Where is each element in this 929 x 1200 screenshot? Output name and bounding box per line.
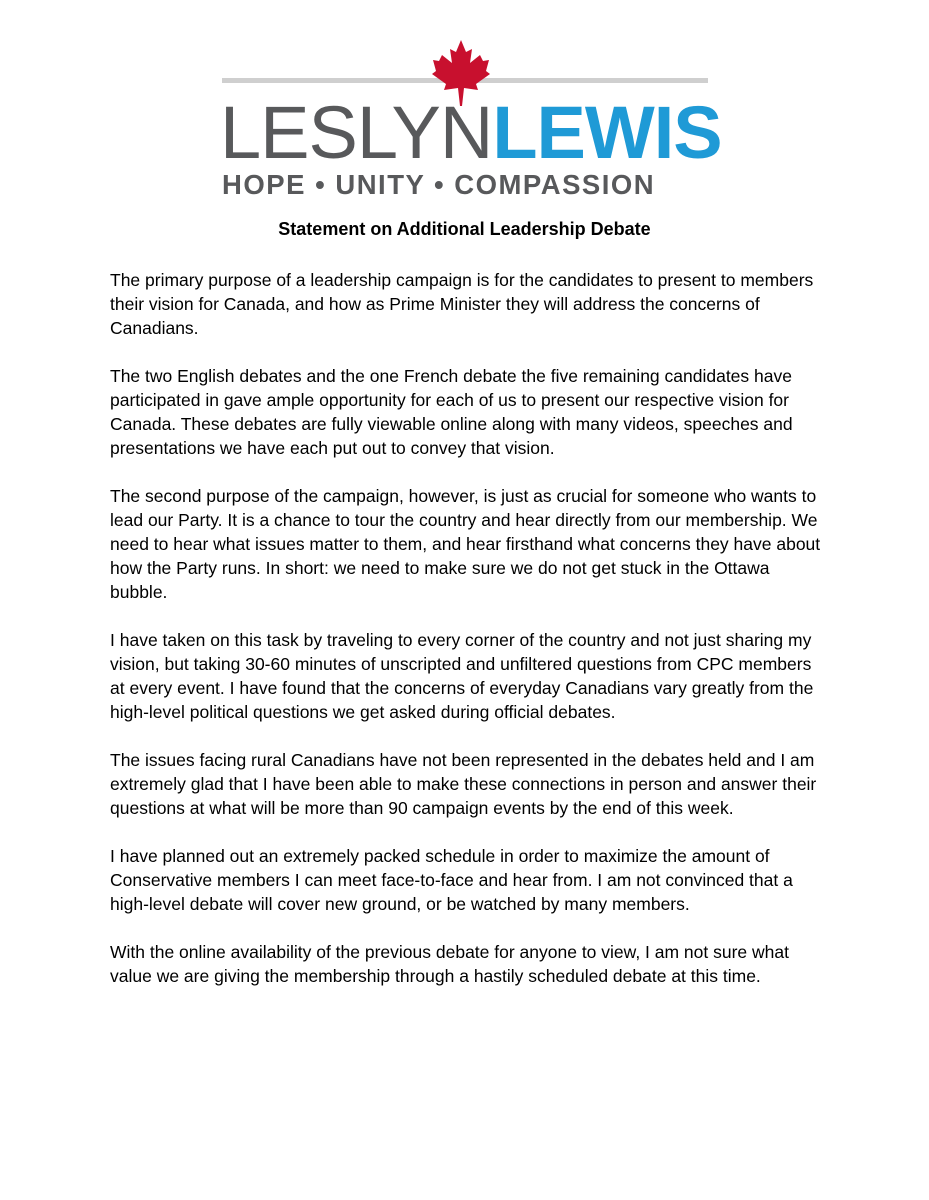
paragraph-4: I have taken on this task by traveling to every corner of the country and not just sharing my vision, but taking 30-60 minutes of unscripted and unfiltered questions from CPC members at every event. I have found that the concerns of everyday Canadians vary greatly from the high-level political questions we get asked during official debates. [110, 630, 814, 722]
logo-name [220, 91, 722, 174]
paragraph-6: I have planned out an extremely packed schedule in order to maximize the amount of Conservative members I can meet face-to-face and hear from. I am not convinced that a high-level debate will cover new ground, or be watched by many members. [110, 846, 793, 914]
campaign-logo [220, 38, 722, 200]
logo-last-name: LEWIS [492, 91, 722, 174]
paragraph-7: With the online availability of the previous debate for anyone to view, I am not sure what value we are giving the membership through a hastily scheduled debate at this time. [110, 942, 789, 986]
logo-first-name: LESLYN [220, 91, 493, 174]
paragraph-2: The two English debates and the one French debate the five remaining candidates have participated in gave ample opportunity for each of us to present our respective vision for Canada. These debates are fully viewable online along with many videos, speeches and presentations we have each put out to convey that vision. [110, 366, 793, 458]
document-title: Statement on Additional Leadership Debate [278, 219, 651, 239]
document-body [110, 268, 822, 1012]
logo-tagline: HOPE • UNITY • COMPASSION [222, 169, 656, 200]
paragraph-3: The second purpose of the campaign, however, is just as crucial for someone who wants to lead our Party. It is a chance to tour the country and hear directly from our membership. We need to hear what issues matter to them, and hear firsthand what concerns they have about how the Party runs. In short: we need to make sure we do not get stuck in the Ottawa bubble. [110, 486, 821, 602]
paragraph-1: The primary purpose of a leadership campaign is for the candidates to present to members their vision for Canada, and how as Prime Minister they will address the concerns of Canadians. [110, 270, 814, 338]
paragraph-5: The issues facing rural Canadians have not been represented in the debates held and I am extremely glad that I have been able to make these connections in person and answer their questions at what will be more than 90 campaign events by the end of this week. [110, 750, 817, 818]
